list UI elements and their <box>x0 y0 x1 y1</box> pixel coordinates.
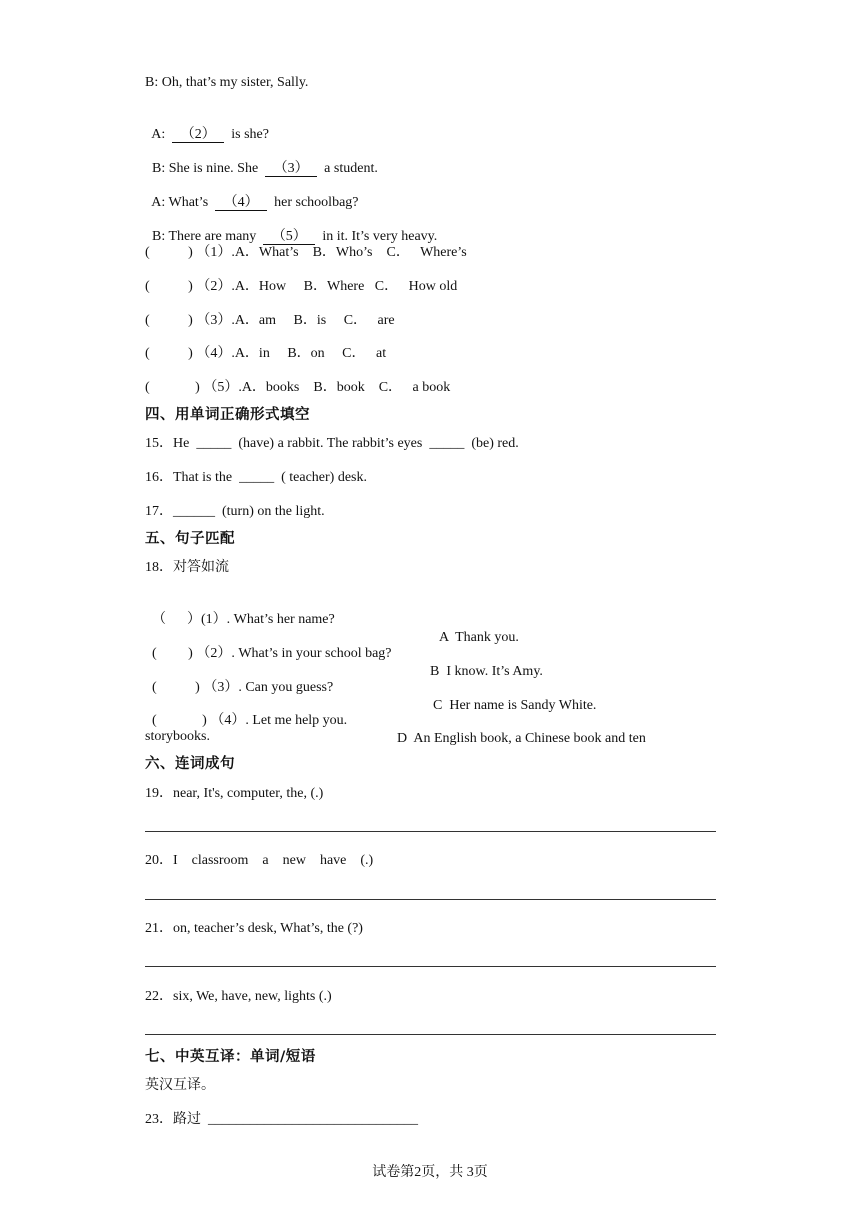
section-heading: 五、句子匹配 <box>145 531 235 547</box>
question-18: 18．对答如流 <box>145 560 229 575</box>
answer-blank[interactable]: （5） <box>263 230 315 245</box>
match-row[interactable] <box>145 694 745 748</box>
option-row[interactable]: ( ) （1）.A．What’s B．Who’s C． Where’s <box>145 245 467 260</box>
match-right: B I know. It’s Amy. <box>430 664 543 679</box>
question-19: 19．near, It's, computer, the, (.) <box>145 786 324 801</box>
answer-blank[interactable]: （2） <box>172 128 224 143</box>
question-23[interactable]: 23．路过 ______________________________ <box>145 1112 418 1127</box>
page-footer: 试卷第2页，共 3页 <box>372 1165 488 1180</box>
line-prefix: A: What’s <box>151 195 216 210</box>
match-right: C Her name is Sandy White. <box>433 698 597 713</box>
option-row[interactable]: ( ) （3）.A．am B．is C． are <box>145 313 395 328</box>
dialog-line-b1: B: Oh, that’s my sister, Sally. <box>145 75 309 90</box>
section-intro: 英汉互译。 <box>145 1078 215 1093</box>
answer-line[interactable] <box>145 899 716 900</box>
question-17[interactable]: 17．______ (turn) on the light. <box>145 504 325 519</box>
match-left: ( ) （4）. Let me help you. <box>152 713 348 728</box>
dialog-line-b2 <box>145 142 378 178</box>
match-left: ( ) （3）. Can you guess? <box>152 680 334 695</box>
question-15[interactable]: 15．He _____ (have) a rabbit. The rabbit’s eyes _____ (be) red. <box>145 436 519 451</box>
answer-line[interactable] <box>145 1034 716 1035</box>
question-22: 22．six, We, have, new, lights (.) <box>145 989 332 1004</box>
question-20: 20．I classroom a new have (.) <box>145 853 374 868</box>
line-prefix: A: <box>151 127 173 142</box>
match-left: （ ）(1）. What’s her name? <box>152 612 335 627</box>
question-21: 21．on, teacher’s desk, What’s, the (?) <box>145 921 363 936</box>
line-suffix: in it. It’s very heavy. <box>315 229 438 244</box>
option-row[interactable]: ( ) （4）.A．in B．on C． at <box>145 346 387 361</box>
section-heading: 六、连词成句 <box>145 756 235 772</box>
dialog-line-a2 <box>145 108 269 144</box>
answer-line[interactable] <box>145 831 716 832</box>
question-16[interactable]: 16．That is the _____ ( teacher) desk. <box>145 470 367 485</box>
line-prefix: B: There are many <box>152 229 264 244</box>
line-prefix: B: She is nine. She <box>152 161 266 176</box>
section-heading: 四、用单词正确形式填空 <box>145 407 310 423</box>
answer-blank[interactable]: （3） <box>265 162 317 177</box>
match-right: D An English book, a Chinese book and ten <box>397 731 646 746</box>
dialog-line-b3 <box>145 210 437 246</box>
option-row[interactable]: ( ) （5）.A．books B．book C． a book <box>145 380 451 395</box>
match-right: A Thank you. <box>439 630 519 645</box>
answer-blank[interactable]: （4） <box>215 196 267 211</box>
line-suffix: is she? <box>224 127 269 142</box>
line-suffix: her schoolbag? <box>267 195 359 210</box>
match-left: ( ) （2）. What’s in your school bag? <box>152 646 392 661</box>
answer-line[interactable] <box>145 966 716 967</box>
match-wrap-text: storybooks. <box>145 729 210 744</box>
line-suffix: a student. <box>317 161 378 176</box>
dialog-line-a3 <box>145 176 359 212</box>
option-row[interactable]: ( ) （2）.A．How B．Where C． How old <box>145 279 458 294</box>
section-heading: 七、中英互译：单词/短语 <box>145 1049 316 1065</box>
